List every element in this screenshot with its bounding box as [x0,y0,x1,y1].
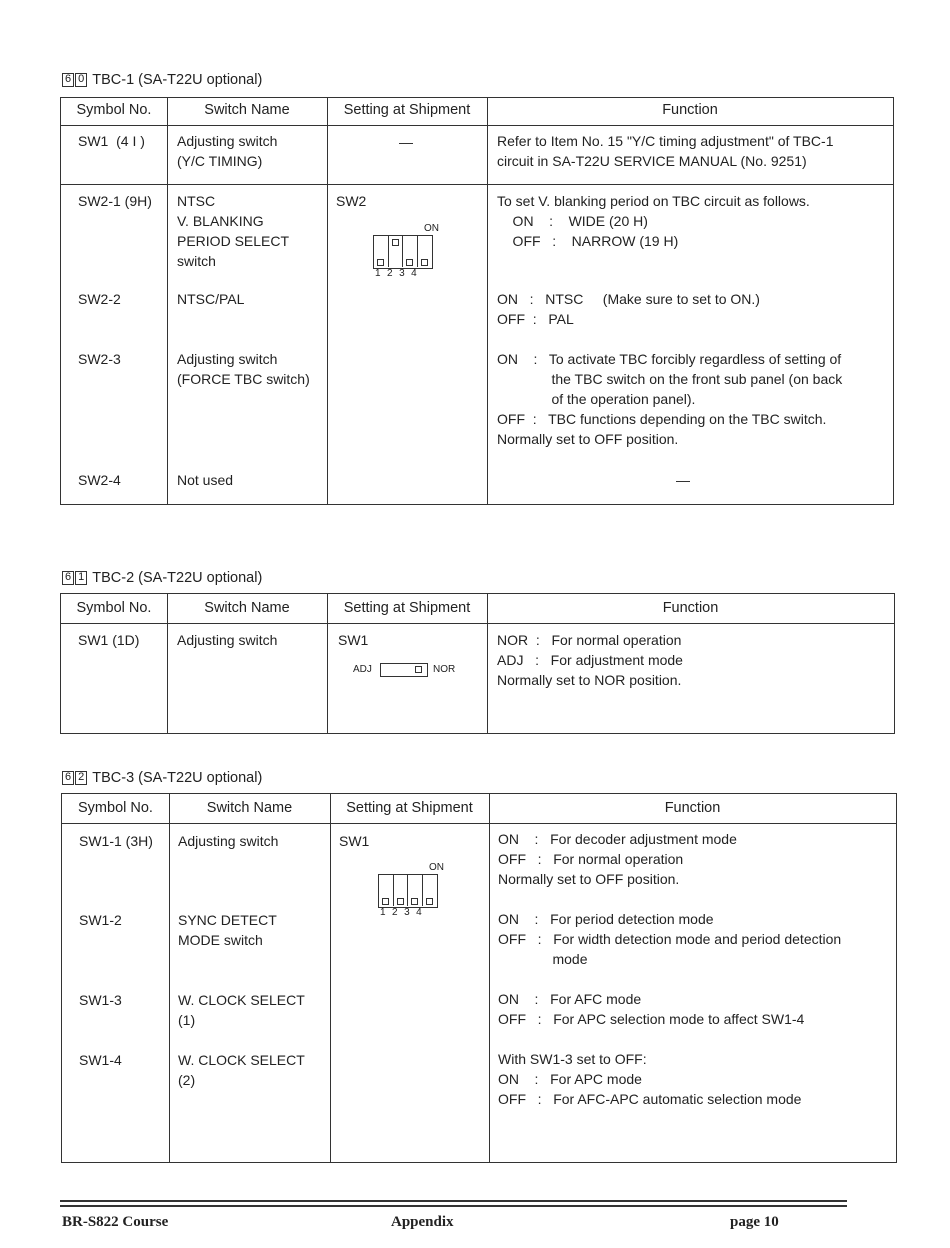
section-number: 6 0 [62,73,87,87]
header-function: Function [662,102,718,118]
function-cell: With SW1-3 set to OFF: ON : For APC mode OFF : For AFC-APC automatic selection mode [498,1051,802,1107]
switch-name-cell: Adjusting switch (FORCE TBC switch) [177,351,310,387]
section-title-text: TBC-3 (SA-T22U optional) [92,770,263,786]
footer-page-number: page 10 [730,1214,779,1230]
table-tbc3 [61,793,897,1163]
adj-label: ADJ [353,664,372,675]
footer-rule [60,1200,847,1202]
header-setting: Setting at Shipment [346,800,473,816]
section-title-text: TBC-2 (SA-T22U optional) [92,570,263,586]
function-cell: ON : NTSC (Make sure to set to ON.) OFF : PAL [497,291,760,327]
header-switch-name: Switch Name [206,800,293,816]
header-function: Function [664,800,721,816]
symbol-cell: SW1-3 [79,992,122,1008]
switch-name-cell: Adjusting switch [178,833,279,849]
switch-name-cell: NTSC V. BLANKING PERIOD SELECT switch [177,193,290,269]
section-number: 6 1 [62,571,87,585]
footer-course: BR-S822 Course [62,1214,169,1230]
function-cell: ON : To activate TBC forcibly regardless of setting of the TBC switch on the front sub panel (on back of the operation panel). OFF : TBC functions depending on the TBC switch. Normally set to OFF position. [497,351,843,447]
switch-name-cell: W. CLOCK SELECT (1) [178,992,305,1028]
function-cell: NOR : For normal operation ADJ : For adjustment mode Normally set to NOR position. [497,632,683,688]
table-tbc1 [60,97,894,505]
header-setting: Setting at Shipment [343,600,471,616]
section-title-tbc3 [62,770,262,786]
dip-switch-diagram [373,223,439,279]
symbol-cell: SW1 (4 I ) [78,133,145,149]
section-title-tbc2 [62,570,262,586]
switch-name-cell: Not used [177,472,234,488]
section-number: 6 2 [62,771,87,785]
symbol-cell: SW2-3 [78,351,121,367]
switch-numbers: 1234 [375,268,424,279]
setting-cell: SW1 [339,833,370,849]
header-function: Function [662,600,719,616]
header-symbol: Symbol No. [76,102,152,118]
switch-name-cell: SYNC DETECT MODE switch [178,912,277,948]
function-cell: ON : For decoder adjustment mode OFF : For normal operation Normally set to OFF position. [498,831,737,887]
symbol-cell: SW1-2 [79,912,122,928]
table-tbc2 [60,593,895,734]
switch-name-cell: Adjusting switch [177,632,278,648]
header-symbol: Symbol No. [76,600,152,616]
footer-rule [60,1205,847,1207]
on-label: ON [429,862,444,873]
section-title-text: TBC-1 (SA-T22U optional) [92,72,263,88]
header-switch-name: Switch Name [204,102,290,118]
switch-name-cell: W. CLOCK SELECT (2) [178,1052,305,1088]
slide-switch-diagram [353,661,463,679]
header-switch-name: Switch Name [204,600,290,616]
symbol-cell: SW2-4 [78,472,121,488]
nor-label: NOR [433,664,456,675]
no-setting-dash [399,143,413,144]
setting-cell: SW2 [336,193,367,209]
dip-switch-diagram [378,862,444,918]
on-label: ON [424,223,439,234]
footer-appendix: Appendix [391,1214,454,1230]
function-cell: To set V. blanking period on TBC circuit as follows. ON : WIDE (20 H) OFF : NARROW (19 H) [497,193,810,249]
symbol-cell: SW2-1 (9H) [78,193,152,209]
switch-numbers: 1234 [380,907,429,918]
symbol-cell: SW1 (1D) [78,632,140,648]
function-cell: Refer to Item No. 15 "Y/C timing adjustment" of TBC-1 circuit in SA-T22U SERVICE MANUAL (No. 9251) [497,133,834,169]
section-title-tbc1 [62,72,262,88]
switch-name-cell: Adjusting switch (Y/C TIMING) [177,133,278,169]
no-function-dash [676,481,690,482]
setting-cell: SW1 [338,632,369,648]
function-cell: ON : For AFC mode OFF : For APC selection mode to affect SW1-4 [498,991,805,1027]
switch-name-cell: NTSC/PAL [177,291,245,307]
function-cell: ON : For period detection mode OFF : For width detection mode and period detection mode [498,911,842,967]
symbol-cell: SW2-2 [78,291,121,307]
symbol-cell: SW1-1 (3H) [79,833,153,849]
header-symbol: Symbol No. [78,800,153,816]
symbol-cell: SW1-4 [79,1052,122,1068]
header-setting: Setting at Shipment [343,102,471,118]
